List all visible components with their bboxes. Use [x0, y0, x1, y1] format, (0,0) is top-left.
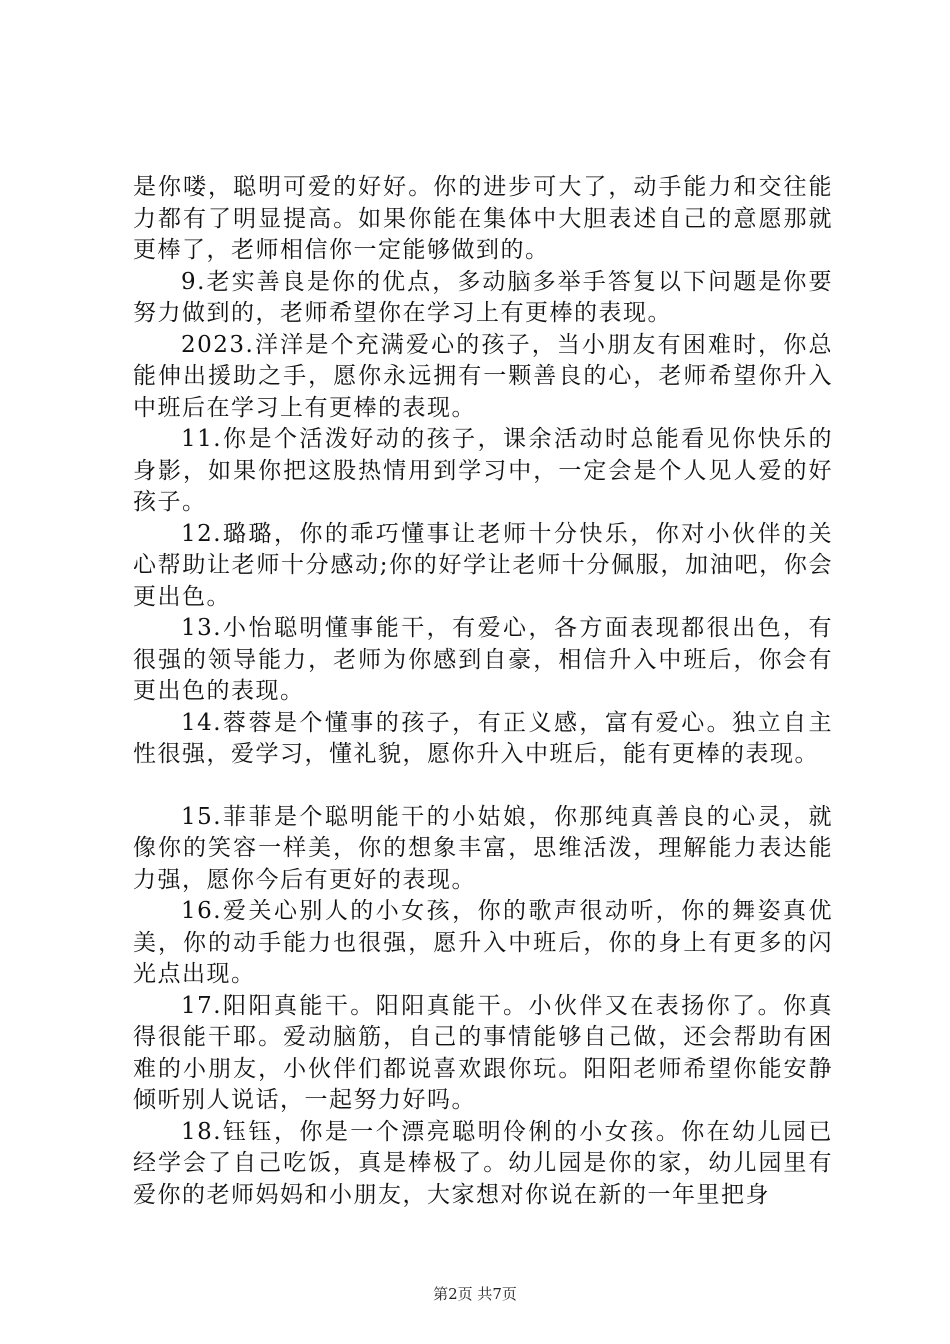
page-number: 第2页 共7页: [433, 1285, 517, 1303]
paragraph-item-11: 11.你是个活泼好动的孩子，课余活动时总能看见你快乐的身影，如果你把这股热情用到学习中，一定会是个人见人爱的好孩子。: [133, 426, 833, 515]
paragraph-continued: 是你喽，聪明可爱的好好。你的进步可大了，动手能力和交往能力都有了明显提高。如果你能在集体中大胆表述自己的意愿那就更棒了，老师相信你一定能够做到的。: [133, 174, 833, 263]
paragraph-item-10: 2023.洋洋是个充满爱心的孩子，当小朋友有困难时，你总能伸出援助之手，愿你永远拥有一颗善良的心，老师希望你升入中班后在学习上有更棒的表现。: [133, 331, 833, 421]
paragraph-item-9: 9.老实善良是你的优点，多动脑多举手答复以下问题是你要努力做到的，老师希望你在学习上有更棒的表现。: [133, 268, 833, 326]
paragraph-item-16: 16.爱关心别人的小女孩，你的歌声很动听，你的舞姿真优美，你的动手能力也很强，愿升入中班后，你的身上有更多的闪光点出现。: [133, 898, 833, 987]
paragraph-item-14: 14.蓉蓉是个懂事的孩子，有正义感，富有爱心。独立自主性很强，爱学习，懂礼貌，愿你升入中班后，能有更棒的表现。: [133, 709, 833, 767]
page-footer: [0, 1283, 950, 1304]
paragraph-item-18: 18.钰钰，你是一个漂亮聪明伶俐的小女孩。你在幼儿园已经学会了自己吃饭，真是棒极了。幼儿园是你的家，幼儿园里有爱你的老师妈妈和小朋友，大家想对你说在新的一年里把身: [133, 1118, 833, 1208]
paragraph-item-13: 13.小怡聪明懂事能干，有爱心，各方面表现都很出色，有很强的领导能力，老师为你感到自豪，相信升入中班后，你会有更出色的表现。: [133, 615, 833, 704]
document-body: [133, 172, 833, 1211]
paragraph-item-17: 17.阳阳真能干。阳阳真能干。小伙伴又在表扬你了。你真得很能干耶。爱动脑筋，自己的事情能够自己做，还会帮助有困难的小朋友，小伙伴们都说喜欢跟你玩。阳阳老师希望你能安静倾听别人说话，一起努力好吗。: [133, 992, 833, 1113]
paragraph-item-12: 12.璐璐，你的乖巧懂事让老师十分快乐，你对小伙伴的关心帮助让老师十分感动;你的好学让老师十分佩服，加油吧，你会更出色。: [133, 520, 833, 610]
paragraph-item-15: 15.菲菲是个聪明能干的小姑娘，你那纯真善良的心灵，就像你的笑容一样美，你的想象丰富，思维活泼，理解能力表达能力强，愿你今后有更好的表现。: [133, 803, 833, 893]
